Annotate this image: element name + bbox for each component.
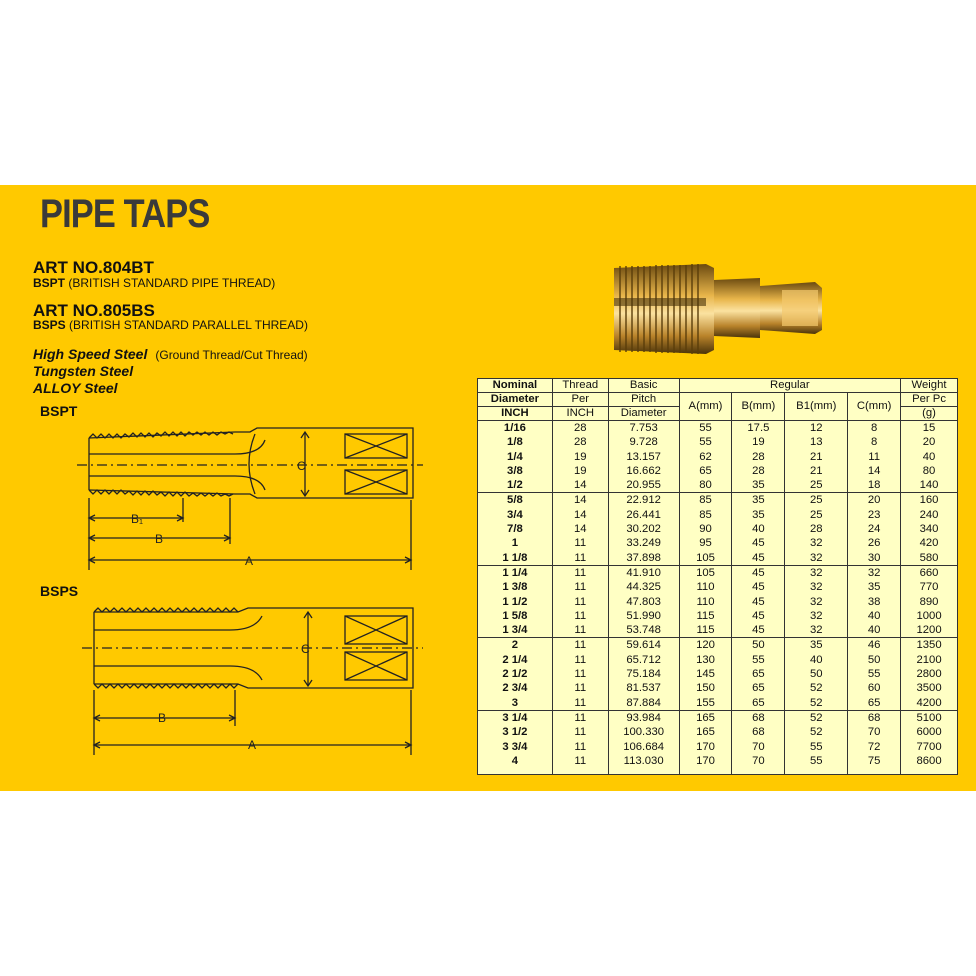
table-cell: 75 [848, 754, 901, 775]
table-cell: 26 [848, 536, 901, 550]
dim-b1-label: B₁ [131, 512, 144, 526]
page-title: PIPE TAPS [40, 192, 210, 236]
table-cell: 35 [732, 493, 785, 508]
table-cell: 30 [848, 551, 901, 566]
table-cell: 33.249 [608, 536, 679, 550]
header-b1: B1(mm) [785, 393, 848, 421]
table-cell: 40 [848, 609, 901, 623]
table-cell: 45 [732, 623, 785, 638]
table-cell: 1 3/8 [478, 580, 553, 594]
table-cell: 72 [848, 740, 901, 754]
header-per-pc: Per Pc [901, 393, 958, 407]
table-cell: 7700 [901, 740, 958, 754]
table-cell: 2100 [901, 653, 958, 667]
table-cell: 770 [901, 580, 958, 594]
table-cell: 5/8 [478, 493, 553, 508]
table-cell: 85 [679, 508, 732, 522]
material-high-speed-steel [33, 346, 308, 362]
table-cell: 1 1/4 [478, 565, 553, 580]
table-row [478, 464, 958, 478]
table-row [478, 696, 958, 711]
dim-a-label: A [245, 554, 254, 568]
table-cell: 150 [679, 681, 732, 695]
header-thread: Thread [552, 379, 608, 393]
table-cell: 28 [552, 421, 608, 436]
table-cell: 1/16 [478, 421, 553, 436]
table-cell: 20.955 [608, 478, 679, 493]
table-cell: 2800 [901, 667, 958, 681]
table-cell: 11 [552, 536, 608, 550]
table-cell: 52 [785, 710, 848, 725]
table-row [478, 623, 958, 638]
table-cell: 32 [848, 565, 901, 580]
table-cell: 87.884 [608, 696, 679, 711]
table-cell: 30.202 [608, 522, 679, 536]
table-cell: 25 [785, 508, 848, 522]
table-cell: 1 [478, 536, 553, 550]
table-cell: 3/8 [478, 464, 553, 478]
table-cell: 23 [848, 508, 901, 522]
table-row [478, 478, 958, 493]
table-row [478, 754, 958, 775]
table-row [478, 536, 958, 550]
table-cell: 25 [785, 493, 848, 508]
table-cell: 32 [785, 536, 848, 550]
art-805bs-desc [33, 318, 308, 332]
header-c: C(mm) [848, 393, 901, 421]
table-cell: 2 3/4 [478, 681, 553, 695]
table-row [478, 609, 958, 623]
bspt-desc: (BRITISH STANDARD PIPE THREAD) [68, 276, 276, 290]
table-cell: 11 [552, 609, 608, 623]
table-cell: 1000 [901, 609, 958, 623]
table-cell: 45 [732, 551, 785, 566]
table-cell: 14 [552, 493, 608, 508]
table-cell: 11 [552, 580, 608, 594]
table-cell: 17.5 [732, 421, 785, 436]
table-cell: 11 [552, 667, 608, 681]
table-cell: 62 [679, 450, 732, 464]
table-row [478, 551, 958, 566]
table-row [478, 493, 958, 508]
table-cell: 106.684 [608, 740, 679, 754]
table-row [478, 740, 958, 754]
table-cell: 11 [848, 450, 901, 464]
table-cell: 4 [478, 754, 553, 775]
bsps-diagram [80, 600, 425, 760]
table-cell: 52 [785, 725, 848, 739]
table-cell: 8 [848, 421, 901, 436]
table-cell: 28 [732, 464, 785, 478]
table-cell: 55 [679, 435, 732, 449]
table-cell: 70 [732, 754, 785, 775]
table-cell: 2 1/4 [478, 653, 553, 667]
table-cell: 7/8 [478, 522, 553, 536]
table-cell: 1 5/8 [478, 609, 553, 623]
table-cell: 85 [679, 493, 732, 508]
table-cell: 3 3/4 [478, 740, 553, 754]
table-cell: 50 [848, 653, 901, 667]
art-804bt-desc [33, 276, 275, 290]
table-cell: 11 [552, 565, 608, 580]
header-nominal: Nominal [478, 379, 553, 393]
table-cell: 115 [679, 609, 732, 623]
table-row [478, 450, 958, 464]
table-cell: 70 [732, 740, 785, 754]
table-cell: 40 [785, 653, 848, 667]
table-cell: 11 [552, 710, 608, 725]
table-cell: 68 [732, 725, 785, 739]
table-cell: 4200 [901, 696, 958, 711]
table-cell: 420 [901, 536, 958, 550]
table-cell: 16.662 [608, 464, 679, 478]
header-basic: Basic [608, 379, 679, 393]
table-cell: 19 [552, 464, 608, 478]
table-cell: 660 [901, 565, 958, 580]
table-row [478, 638, 958, 653]
table-cell: 32 [785, 551, 848, 566]
header-weight: Weight [901, 379, 958, 393]
header-per: Per [552, 393, 608, 407]
table-row [478, 435, 958, 449]
table-cell: 9.728 [608, 435, 679, 449]
material-hss-label: High Speed Steel [33, 346, 148, 362]
table-cell: 55 [732, 653, 785, 667]
table-cell: 50 [732, 638, 785, 653]
table-cell: 53.748 [608, 623, 679, 638]
table-cell: 26.441 [608, 508, 679, 522]
table-cell: 80 [901, 464, 958, 478]
table-cell: 11 [552, 754, 608, 775]
table-cell: 38 [848, 595, 901, 609]
table-cell: 170 [679, 740, 732, 754]
table-cell: 68 [732, 710, 785, 725]
table-cell: 2 1/2 [478, 667, 553, 681]
table-cell: 1/8 [478, 435, 553, 449]
table-cell: 3/4 [478, 508, 553, 522]
table-cell: 13.157 [608, 450, 679, 464]
header-regular: Regular [679, 379, 901, 393]
table-row [478, 580, 958, 594]
header-a: A(mm) [679, 393, 732, 421]
table-cell: 130 [679, 653, 732, 667]
table-cell: 3 [478, 696, 553, 711]
table-cell: 93.984 [608, 710, 679, 725]
table-row [478, 725, 958, 739]
table-cell: 18 [848, 478, 901, 493]
table-cell: 65 [732, 681, 785, 695]
table-cell: 40 [732, 522, 785, 536]
bspt-diagram [75, 420, 425, 575]
table-cell: 40 [901, 450, 958, 464]
table-cell: 60 [848, 681, 901, 695]
art-no-805bs: ART NO.805BS [33, 301, 155, 320]
pipe-tap-photo [610, 258, 830, 358]
table-row [478, 508, 958, 522]
table-cell: 35 [848, 580, 901, 594]
header-diameter: Diameter [478, 393, 553, 407]
header-g: (g) [901, 407, 958, 421]
table-cell: 32 [785, 580, 848, 594]
table-cell: 41.910 [608, 565, 679, 580]
table-cell: 35 [785, 638, 848, 653]
table-row [478, 595, 958, 609]
table-cell: 44.325 [608, 580, 679, 594]
table-cell: 70 [848, 725, 901, 739]
table-cell: 59.614 [608, 638, 679, 653]
table-cell: 55 [785, 740, 848, 754]
table-cell: 160 [901, 493, 958, 508]
table-cell: 40 [848, 623, 901, 638]
table-cell: 165 [679, 725, 732, 739]
diagram-bsps-label: BSPS [40, 583, 79, 599]
table-cell: 65 [848, 696, 901, 711]
table-cell: 52 [785, 681, 848, 695]
table-cell: 3 1/4 [478, 710, 553, 725]
table-cell: 50 [785, 667, 848, 681]
table-cell: 32 [785, 609, 848, 623]
table-cell: 21 [785, 450, 848, 464]
table-cell: 65 [732, 696, 785, 711]
header-inch-2: INCH [552, 407, 608, 421]
bsps-code: BSPS [33, 318, 66, 332]
table-cell: 145 [679, 667, 732, 681]
table-cell: 35 [732, 478, 785, 493]
table-cell: 65 [679, 464, 732, 478]
table-cell: 45 [732, 565, 785, 580]
table-cell: 55 [679, 421, 732, 436]
table-cell: 68 [848, 710, 901, 725]
table-cell: 11 [552, 696, 608, 711]
table-cell: 580 [901, 551, 958, 566]
table-row [478, 710, 958, 725]
table-cell: 2 [478, 638, 553, 653]
bspt-code: BSPT [33, 276, 66, 290]
table-cell: 35 [732, 508, 785, 522]
table-cell: 25 [785, 478, 848, 493]
materials-note: (Ground Thread/Cut Thread) [155, 348, 308, 362]
table-cell: 240 [901, 508, 958, 522]
header-pitch: Pitch [608, 393, 679, 407]
table-cell: 11 [552, 623, 608, 638]
table-cell: 45 [732, 580, 785, 594]
table-cell: 15 [901, 421, 958, 436]
table-cell: 105 [679, 551, 732, 566]
table-cell: 170 [679, 754, 732, 775]
table-cell: 14 [552, 522, 608, 536]
table-cell: 51.990 [608, 609, 679, 623]
table-cell: 11 [552, 725, 608, 739]
table-cell: 21 [785, 464, 848, 478]
table-row [478, 667, 958, 681]
table-cell: 11 [552, 638, 608, 653]
table-cell: 95 [679, 536, 732, 550]
table-cell: 65 [732, 667, 785, 681]
table-cell: 46 [848, 638, 901, 653]
dim-c-label-2: C [301, 642, 310, 656]
table-cell: 1/2 [478, 478, 553, 493]
table-cell: 110 [679, 580, 732, 594]
dim-a-label-2: A [248, 738, 257, 752]
table-cell: 80 [679, 478, 732, 493]
table-cell: 19 [732, 435, 785, 449]
table-cell: 1350 [901, 638, 958, 653]
table-cell: 14 [552, 478, 608, 493]
table-cell: 20 [848, 493, 901, 508]
table-cell: 75.184 [608, 667, 679, 681]
table-cell: 1 1/2 [478, 595, 553, 609]
table-cell: 45 [732, 536, 785, 550]
table-cell: 890 [901, 595, 958, 609]
bsps-desc: (BRITISH STANDARD PARALLEL THREAD) [69, 318, 308, 332]
header-diameter-2: Diameter [608, 407, 679, 421]
table-cell: 20 [901, 435, 958, 449]
table-cell: 155 [679, 696, 732, 711]
table-cell: 110 [679, 595, 732, 609]
table-cell: 6000 [901, 725, 958, 739]
dim-c-label: C [297, 459, 306, 473]
material-alloy-steel: ALLOY Steel [33, 380, 118, 396]
table-cell: 37.898 [608, 551, 679, 566]
dim-b-label: B [155, 532, 164, 546]
table-cell: 1 3/4 [478, 623, 553, 638]
table-cell: 7.753 [608, 421, 679, 436]
table-row [478, 681, 958, 695]
table-cell: 340 [901, 522, 958, 536]
header-b: B(mm) [732, 393, 785, 421]
table-cell: 11 [552, 740, 608, 754]
table-cell: 19 [552, 450, 608, 464]
table-cell: 1/4 [478, 450, 553, 464]
art-no-804bt: ART NO.804BT [33, 258, 154, 277]
material-tungsten-steel: Tungsten Steel [33, 363, 134, 379]
table-cell: 11 [552, 681, 608, 695]
table-cell: 113.030 [608, 754, 679, 775]
table-cell: 105 [679, 565, 732, 580]
table-cell: 8600 [901, 754, 958, 775]
table-cell: 28 [552, 435, 608, 449]
header-inch: INCH [478, 407, 553, 421]
table-cell: 11 [552, 595, 608, 609]
table-cell: 28 [785, 522, 848, 536]
table-cell: 140 [901, 478, 958, 493]
table-cell: 5100 [901, 710, 958, 725]
table-cell: 1200 [901, 623, 958, 638]
table-cell: 45 [732, 609, 785, 623]
table-cell: 32 [785, 623, 848, 638]
table-row [478, 653, 958, 667]
table-cell: 32 [785, 565, 848, 580]
diagram-bspt-label: BSPT [40, 403, 78, 419]
table-cell: 1 1/8 [478, 551, 553, 566]
table-cell: 22.912 [608, 493, 679, 508]
table-cell: 90 [679, 522, 732, 536]
table-cell: 3 1/2 [478, 725, 553, 739]
table-cell: 14 [848, 464, 901, 478]
table-cell: 165 [679, 710, 732, 725]
spec-table [477, 378, 958, 775]
table-cell: 14 [552, 508, 608, 522]
table-cell: 32 [785, 595, 848, 609]
table-cell: 13 [785, 435, 848, 449]
table-cell: 115 [679, 623, 732, 638]
spec-table-body [478, 421, 958, 775]
table-cell: 100.330 [608, 725, 679, 739]
table-cell: 47.803 [608, 595, 679, 609]
table-cell: 28 [732, 450, 785, 464]
table-cell: 81.537 [608, 681, 679, 695]
table-cell: 45 [732, 595, 785, 609]
table-cell: 52 [785, 696, 848, 711]
table-cell: 11 [552, 551, 608, 566]
table-cell: 3500 [901, 681, 958, 695]
table-cell: 12 [785, 421, 848, 436]
table-cell: 55 [785, 754, 848, 775]
table-cell: 24 [848, 522, 901, 536]
dim-b-label-2: B [158, 711, 167, 725]
table-cell: 120 [679, 638, 732, 653]
table-cell: 11 [552, 653, 608, 667]
table-cell: 65.712 [608, 653, 679, 667]
table-cell: 8 [848, 435, 901, 449]
table-row [478, 565, 958, 580]
table-row [478, 522, 958, 536]
table-row [478, 421, 958, 436]
table-cell: 55 [848, 667, 901, 681]
